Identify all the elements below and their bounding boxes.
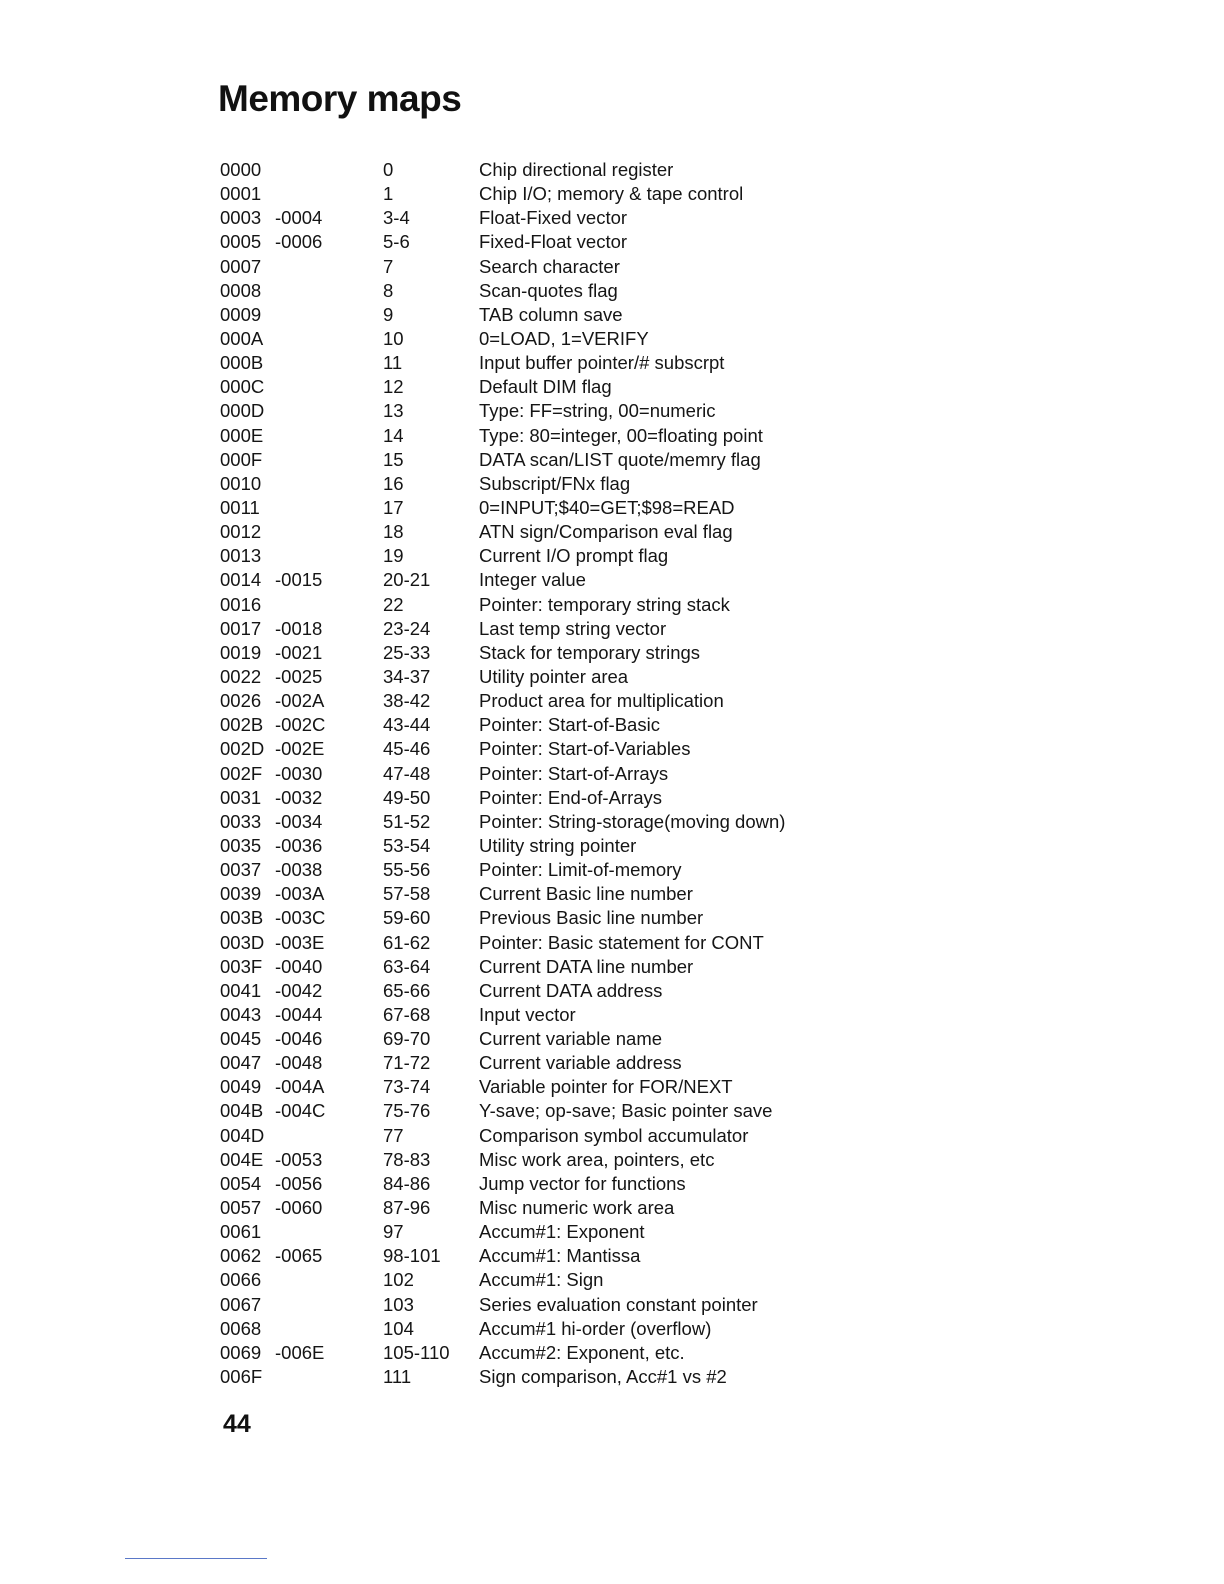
decimal-address: 18: [383, 521, 404, 543]
hex-start-address: 0031: [220, 786, 262, 808]
hex-start-address: 0013: [220, 545, 262, 567]
hex-start-address: 0043: [220, 1003, 262, 1025]
table-row: [220, 351, 820, 375]
description: Scan-quotes flag: [479, 279, 618, 301]
decimal-address: 69-70: [383, 1028, 431, 1050]
hex-start-address: 004E: [220, 1148, 264, 1170]
table-row: [220, 158, 820, 182]
page-title: Memory maps: [218, 78, 462, 119]
hex-start-address: 0045: [220, 1028, 262, 1050]
table-row: [220, 255, 820, 279]
description: Current DATA address: [479, 979, 663, 1001]
hex-start-address: 0016: [220, 593, 262, 615]
table-row: [220, 1003, 820, 1027]
hex-end-address: -0053: [275, 1148, 323, 1170]
hex-start-address: 0017: [220, 617, 262, 639]
description: Utility string pointer: [479, 834, 637, 856]
hex-start-address: 0033: [220, 810, 262, 832]
decimal-address: 105-110: [383, 1341, 450, 1363]
decimal-address: 61-62: [383, 931, 431, 953]
decimal-address: 10: [383, 327, 404, 349]
hex-end-address: -003E: [275, 931, 325, 953]
table-row: [220, 713, 820, 737]
table-row: [220, 1220, 820, 1244]
hex-end-address: -002A: [275, 690, 325, 712]
hex-start-address: 004D: [220, 1124, 265, 1146]
description: Current Basic line number: [479, 883, 693, 905]
hex-start-address: 0026: [220, 690, 262, 712]
decimal-address: 38-42: [383, 690, 431, 712]
table-row: [220, 834, 820, 858]
page-number: 44: [223, 1410, 251, 1438]
hex-end-address: -003A: [275, 883, 325, 905]
decimal-address: 5-6: [383, 231, 410, 253]
hex-end-address: -0042: [275, 979, 323, 1001]
hex-end-address: -003C: [275, 907, 326, 929]
table-row: [220, 1365, 820, 1389]
hex-start-address: 0041: [220, 979, 262, 1001]
decimal-address: 0: [383, 159, 394, 180]
decimal-address: 22: [383, 593, 404, 615]
decimal-address: 43-44: [383, 714, 431, 736]
hex-end-address: -0056: [275, 1172, 323, 1194]
hex-start-address: 0012: [220, 521, 262, 543]
hex-start-address: 0014: [220, 569, 262, 591]
table-row: [220, 279, 820, 303]
hex-end-address: -0048: [275, 1052, 323, 1074]
description: Pointer: Start-of-Arrays: [479, 762, 669, 784]
hex-start-address: 0019: [220, 641, 262, 663]
decimal-address: 73-74: [383, 1076, 431, 1098]
description: Type: FF=string, 00=numeric: [479, 400, 716, 422]
table-row: [220, 641, 820, 665]
hex-end-address: -0015: [275, 569, 323, 591]
hex-start-address: 0003: [220, 207, 262, 229]
table-row: [220, 882, 820, 906]
decimal-address: 104: [383, 1317, 414, 1339]
decimal-address: 1: [383, 183, 394, 205]
hex-start-address: 0049: [220, 1076, 262, 1098]
decimal-address: 102: [383, 1269, 414, 1291]
description: Pointer: String-storage(moving down): [479, 810, 786, 832]
description: Accum#1: Exponent: [479, 1221, 645, 1243]
decimal-address: 65-66: [383, 979, 431, 1001]
hex-start-address: 0047: [220, 1052, 262, 1074]
hex-start-address: 003F: [220, 955, 263, 977]
table-row: [220, 1075, 820, 1099]
hex-start-address: 000D: [220, 400, 265, 422]
hex-start-address: 0037: [220, 859, 262, 881]
table-row: [220, 1099, 820, 1123]
decimal-address: 14: [383, 424, 404, 446]
description: Sign comparison, Acc#1 vs #2: [479, 1366, 727, 1388]
hex-end-address: -0032: [275, 786, 323, 808]
decimal-address: 87-96: [383, 1197, 431, 1219]
decimal-address: 103: [383, 1293, 414, 1315]
decimal-address: 7: [383, 255, 394, 277]
table-row: [220, 955, 820, 979]
hex-end-address: -0018: [275, 617, 323, 639]
hex-start-address: 004B: [220, 1100, 264, 1122]
table-row: [220, 979, 820, 1003]
decimal-address: 63-64: [383, 955, 431, 977]
description: Y-save; op-save; Basic pointer save: [479, 1100, 773, 1122]
hex-end-address: -0046: [275, 1028, 323, 1050]
table-row: [220, 303, 820, 327]
hex-end-address: -0004: [275, 207, 323, 229]
hex-start-address: 0066: [220, 1269, 262, 1291]
hex-start-address: 006F: [220, 1366, 263, 1388]
decimal-address: 19: [383, 545, 404, 567]
description: Pointer: Start-of-Basic: [479, 714, 660, 736]
description: Product area for multiplication: [479, 690, 724, 712]
description: Accum#1 hi-order (overflow): [479, 1317, 712, 1339]
decimal-address: 75-76: [383, 1100, 431, 1122]
description: Chip directional register: [479, 159, 674, 180]
table-row: [220, 665, 820, 689]
hex-end-address: -0060: [275, 1197, 323, 1219]
table-row: [220, 182, 820, 206]
decimal-address: 12: [383, 376, 404, 398]
hex-end-address: -0044: [275, 1003, 323, 1025]
table-row: [220, 617, 820, 641]
hex-start-address: 002D: [220, 738, 265, 760]
table-row: [220, 544, 820, 568]
hex-end-address: -0036: [275, 834, 323, 856]
description: Fixed-Float vector: [479, 231, 628, 253]
table-row: [220, 737, 820, 761]
hex-end-address: -002C: [275, 714, 326, 736]
hex-end-address: -0034: [275, 810, 323, 832]
decimal-address: 84-86: [383, 1172, 431, 1194]
table-row: [220, 448, 820, 472]
decimal-address: 47-48: [383, 762, 431, 784]
description: Comparison symbol accumulator: [479, 1124, 749, 1146]
table-row: [220, 520, 820, 544]
decimal-address: 25-33: [383, 641, 431, 663]
hex-start-address: 0022: [220, 665, 262, 687]
hex-end-address: -0065: [275, 1245, 323, 1267]
description: Utility pointer area: [479, 665, 629, 687]
description: Misc numeric work area: [479, 1197, 675, 1219]
hex-start-address: 000E: [220, 424, 264, 446]
hex-start-address: 0011: [220, 496, 260, 518]
table-row: [220, 1268, 820, 1292]
description: Input vector: [479, 1003, 576, 1025]
table-row: [220, 206, 820, 230]
description: Pointer: temporary string stack: [479, 593, 730, 615]
hex-start-address: 002F: [220, 762, 263, 784]
description: Misc work area, pointers, etc: [479, 1148, 715, 1170]
description: Variable pointer for FOR/NEXT: [479, 1076, 733, 1098]
decimal-address: 111: [383, 1366, 412, 1388]
table-row: [220, 327, 820, 351]
hex-start-address: 000A: [220, 327, 264, 349]
decimal-address: 34-37: [383, 665, 431, 687]
hex-start-address: 003B: [220, 907, 264, 929]
decimal-address: 53-54: [383, 834, 431, 856]
description: Last temp string vector: [479, 617, 667, 639]
description: Current I/O prompt flag: [479, 545, 669, 567]
decimal-address: 23-24: [383, 617, 431, 639]
decimal-address: 78-83: [383, 1148, 431, 1170]
table-row: [220, 1244, 820, 1268]
table-row: [220, 424, 820, 448]
description: Stack for temporary strings: [479, 641, 701, 663]
hex-start-address: 0001: [220, 183, 262, 205]
hex-start-address: 002B: [220, 714, 264, 736]
description: TAB column save: [479, 303, 623, 325]
description: Pointer: Limit-of-memory: [479, 859, 682, 881]
hex-end-address: -0040: [275, 955, 323, 977]
hex-start-address: 0000: [220, 159, 262, 180]
decimal-address: 9: [383, 303, 394, 325]
decimal-address: 57-58: [383, 883, 431, 905]
description: Previous Basic line number: [479, 907, 704, 929]
hex-end-address: -004C: [275, 1100, 326, 1122]
decimal-address: 8: [383, 279, 394, 301]
table-row: [220, 1172, 820, 1196]
description: Series evaluation constant pointer: [479, 1293, 758, 1315]
description: Type: 80=integer, 00=floating point: [479, 424, 763, 446]
hex-start-address: 0009: [220, 303, 262, 325]
hex-start-address: 000C: [220, 376, 265, 398]
table-row: [220, 762, 820, 786]
table-row: [220, 1293, 820, 1317]
description: Pointer: End-of-Arrays: [479, 786, 663, 808]
hex-end-address: -0021: [275, 641, 323, 663]
decimal-address: 49-50: [383, 786, 431, 808]
memory-map-table: [220, 158, 820, 1389]
hex-start-address: 0005: [220, 231, 262, 253]
hex-start-address: 0010: [220, 472, 262, 494]
description: Jump vector for functions: [479, 1172, 686, 1194]
decimal-address: 20-21: [383, 569, 431, 591]
description: Chip I/O; memory & tape control: [479, 183, 744, 205]
description: Current variable name: [479, 1028, 663, 1050]
decimal-address: 97: [383, 1221, 404, 1243]
table-row: [220, 858, 820, 882]
hex-start-address: 0035: [220, 834, 262, 856]
hex-end-address: -002E: [275, 738, 325, 760]
decimal-address: 55-56: [383, 859, 431, 881]
description: Accum#2: Exponent, etc.: [479, 1341, 685, 1363]
hex-start-address: 000F: [220, 448, 263, 470]
hex-start-address: 0069: [220, 1341, 262, 1363]
description: 0=INPUT;$40=GET;$98=READ: [479, 496, 735, 518]
hex-end-address: -0006: [275, 231, 323, 253]
description: Accum#1: Sign: [479, 1269, 604, 1291]
decimal-address: 3-4: [383, 207, 410, 229]
table-row: [220, 472, 820, 496]
decimal-address: 71-72: [383, 1052, 431, 1074]
hex-start-address: 0007: [220, 255, 262, 277]
decimal-address: 11: [383, 352, 403, 374]
table-row: [220, 568, 820, 592]
description: Search character: [479, 255, 620, 277]
decimal-address: 16: [383, 472, 404, 494]
decimal-address: 17: [383, 496, 404, 518]
table-row: [220, 1027, 820, 1051]
hex-start-address: 0008: [220, 279, 262, 301]
decimal-address: 51-52: [383, 810, 431, 832]
table-row: [220, 230, 820, 254]
description: 0=LOAD, 1=VERIFY: [479, 327, 649, 349]
description: DATA scan/LIST quote/memry flag: [479, 448, 761, 470]
hex-start-address: 0054: [220, 1172, 262, 1194]
hex-end-address: -004A: [275, 1076, 325, 1098]
table-row: [220, 1341, 820, 1365]
hex-start-address: 0067: [220, 1293, 262, 1315]
hex-start-address: 0039: [220, 883, 262, 905]
decimal-address: 15: [383, 448, 404, 470]
decimal-address: 13: [383, 400, 404, 422]
hex-start-address: 0061: [220, 1221, 262, 1243]
table-row: [220, 906, 820, 930]
description: Input buffer pointer/# subscrpt: [479, 352, 725, 374]
table-row: [220, 1148, 820, 1172]
decimal-address: 45-46: [383, 738, 431, 760]
table-row: [220, 1051, 820, 1075]
hex-start-address: 000B: [220, 352, 264, 374]
hex-start-address: 0057: [220, 1197, 262, 1219]
table-row: [220, 689, 820, 713]
description: Pointer: Start-of-Variables: [479, 738, 691, 760]
hex-end-address: -0030: [275, 762, 323, 784]
decimal-address: 98-101: [383, 1245, 441, 1267]
hex-start-address: 0062: [220, 1245, 262, 1267]
hex-end-address: -0025: [275, 665, 323, 687]
table-row: [220, 496, 820, 520]
description: Current variable address: [479, 1052, 682, 1074]
decimal-address: 67-68: [383, 1003, 431, 1025]
description: ATN sign/Comparison eval flag: [479, 521, 733, 543]
table-row: [220, 810, 820, 834]
table-row: [220, 1317, 820, 1341]
table-row: [220, 375, 820, 399]
table-row: [220, 593, 820, 617]
table-row: [220, 786, 820, 810]
decimal-address: 59-60: [383, 907, 431, 929]
hex-start-address: 003D: [220, 931, 265, 953]
hex-end-address: -006E: [275, 1341, 325, 1363]
table-row: [220, 1124, 820, 1148]
table-row: [220, 399, 820, 423]
footer-rule: [125, 1558, 267, 1559]
hex-start-address: 0068: [220, 1317, 262, 1339]
description: Accum#1: Mantissa: [479, 1245, 641, 1267]
table-row: [220, 1196, 820, 1220]
description: Integer value: [479, 569, 586, 591]
description: Subscript/FNx flag: [479, 472, 631, 494]
hex-end-address: -0038: [275, 859, 323, 881]
description: Current DATA line number: [479, 955, 694, 977]
description: Pointer: Basic statement for CONT: [479, 931, 764, 953]
description: Float-Fixed vector: [479, 207, 628, 229]
table-row: [220, 931, 820, 955]
description: Default DIM flag: [479, 376, 612, 398]
decimal-address: 77: [383, 1124, 404, 1146]
